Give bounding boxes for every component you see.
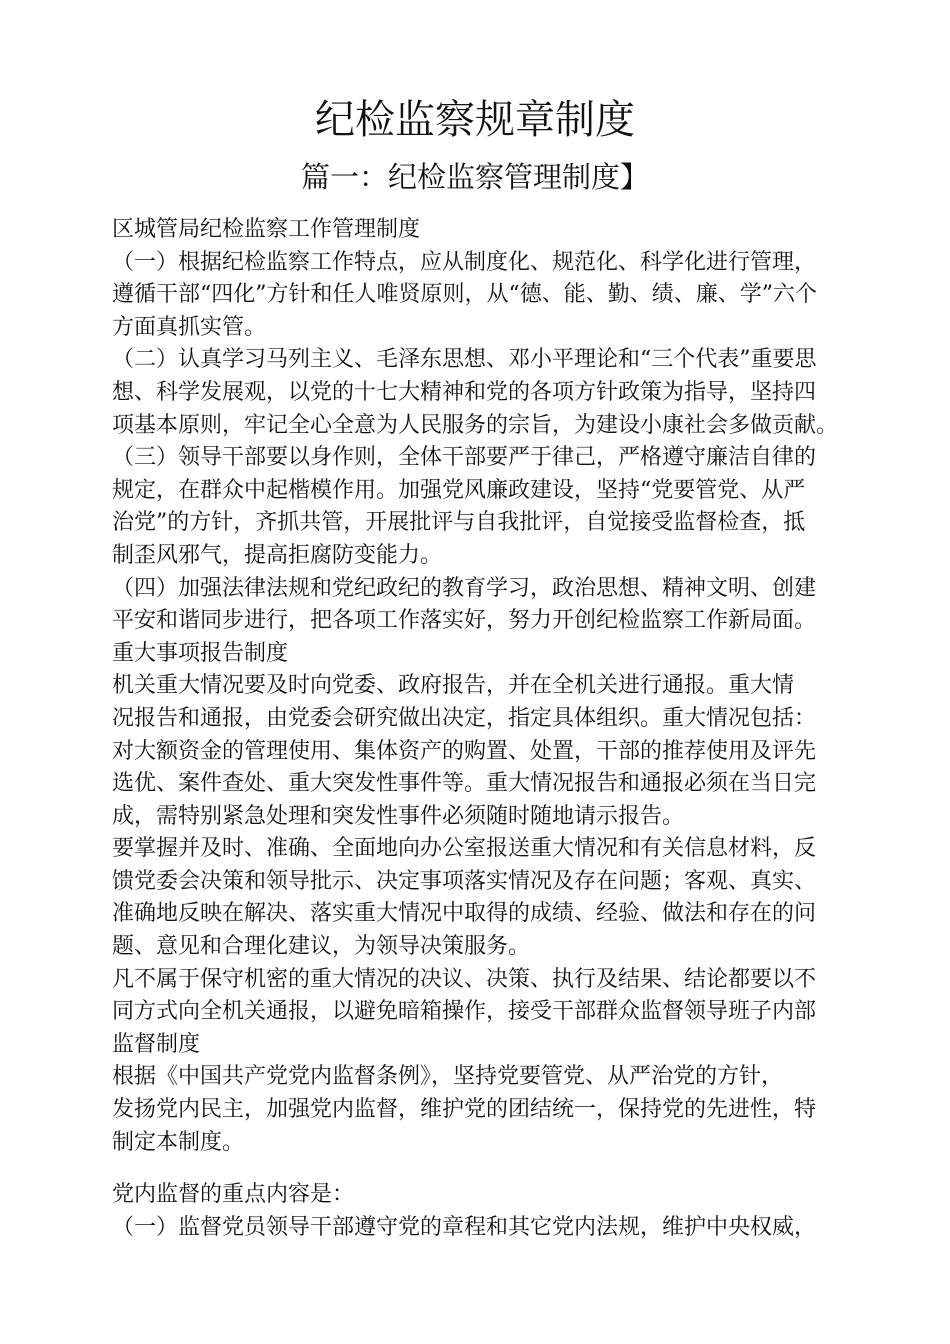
paragraph-line: 平安和谐同步进行，把各项工作落实好，努力开创纪检监察工作新局面。	[112, 608, 817, 634]
paragraph-line: （三）领导干部要以身作则，全体干部要严于律己，严格遵守廉洁自律的	[112, 445, 817, 471]
document-body	[112, 214, 892, 1244]
paragraph-line: （一）根据纪检监察工作特点，应从制度化、规范化、科学化进行管理，	[112, 249, 817, 275]
paragraph-line: 项基本原则，牢记全心全意为人民服务的宗旨，为建设小康社会多做贡献。	[112, 412, 839, 438]
paragraph-line: （一）监督党员领导干部遵守党的章程和其它党内法规，维护中央权威，	[112, 1214, 817, 1240]
paragraph-line: （四）加强法律法规和党纪政纪的教育学习，政治思想、精神文明、创建	[112, 575, 817, 601]
paragraph-line: 准确地反映在解决、落实重大情况中取得的成绩、经验、做法和存在的问	[112, 901, 817, 927]
paragraph-line: 制定本制度。	[112, 1129, 245, 1155]
paragraph-line: 馈党委会决策和领导批示、决定事项落实情况及存在问题；客观、真实、	[112, 868, 817, 894]
paragraph-line: 根据《中国共产党党内监督条例》，坚持党要管党、从严治党的方针，	[112, 1064, 784, 1090]
paragraph-line: 发扬党内民主，加强党内监督，维护党的团结统一，保持党的先进性，特	[112, 1097, 817, 1123]
document-title: 纪检监察规章制度	[315, 97, 635, 143]
paragraph-line: 机关重大情况要及时向党委、政府报告，并在全机关进行通报。重大情	[112, 673, 795, 699]
paragraph-line: 方面真抓实管。	[112, 314, 267, 340]
paragraph-line: 况报告和通报，由党委会研究做出决定，指定具体组织。重大情况包括：	[112, 705, 817, 731]
paragraph-line: 对大额资金的管理使用、集体资产的购置、处置，干部的推荐使用及评先	[112, 738, 817, 764]
paragraph-line: 凡不属于保守机密的重大情况的决议、决策、执行及结果、结论都要以不	[112, 966, 817, 992]
paragraph-line: 想、科学发展观，以党的十七大精神和党的各项方针政策为指导，坚持四	[112, 379, 817, 405]
paragraph-line: 题、意见和合理化建议，为领导决策服务。	[112, 934, 531, 960]
section-heading: 党内监督的重点内容是：	[112, 1182, 355, 1208]
paragraph-line: 遵循干部“四化”方针和任人唯贤原则，从“德、能、勤、绩、廉、学”六个	[112, 282, 817, 308]
paragraph-line: 要掌握并及时、准确、全面地向办公室报送重大情况和有关信息材料，反	[112, 836, 817, 862]
paragraph-line: 规定，在群众中起楷模作用。加强党风廉政建设，坚持“党要管党、从严	[112, 477, 806, 503]
section-heading: 重大事项报告制度	[112, 640, 289, 666]
paragraph-line: 选优、案件查处、重大突发性事件等。重大情况报告和通报必须在当日完	[112, 771, 817, 797]
paragraph-gap	[112, 1159, 892, 1179]
paragraph-line: 成，需特别紧急处理和突发性事件必须随时随地请示报告。	[112, 803, 685, 829]
paragraph-line: 同方式向全机关通报，以避免暗箱操作，接受干部群众监督领导班子内部	[112, 999, 817, 1025]
paragraph-line: （二）认真学习马列主义、毛泽东思想、邓小平理论和“三个代表”重要思	[112, 347, 817, 373]
document-subtitle: 篇一：纪检监察管理制度】	[300, 160, 649, 194]
section-heading: 区城管局纪检监察工作管理制度	[112, 217, 421, 242]
paragraph-line: 治党”的方针，齐抓共管，开展批评与自我批评，自觉接受监督检查，抵	[112, 510, 806, 536]
section-heading: 监督制度	[112, 1031, 201, 1057]
paragraph-line: 制歪风邪气，提高拒腐防变能力。	[112, 542, 443, 568]
